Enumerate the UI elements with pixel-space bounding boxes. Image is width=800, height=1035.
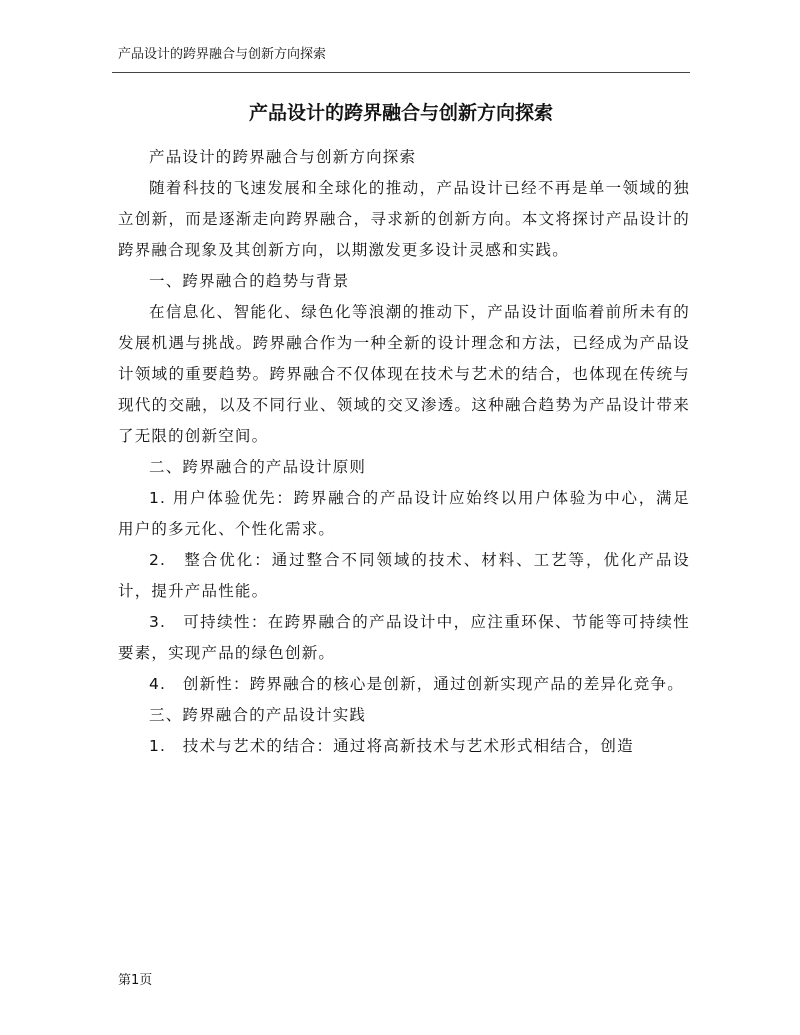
header-divider — [112, 72, 690, 73]
section-heading-2: 二、跨界融合的产品设计原则 — [149, 458, 367, 476]
page-number: 第1页 — [118, 973, 153, 988]
practice-item-1: 1. 技术与艺术的结合：通过将高新技术与艺术形式相结合，创造 — [149, 737, 634, 755]
principle-item-1: 1. 用户体验优先：跨界融合的产品设计应始终以用户体验为中心，满足用户的多元化、个性化需求。 — [118, 489, 690, 538]
subtitle-paragraph: 产品设计的跨界融合与创新方向探索 — [149, 148, 417, 166]
document-title: 产品设计的跨界融合与创新方向探索 — [248, 102, 553, 124]
intro-paragraph: 随着科技的飞速发展和全球化的推动，产品设计已经不再是单一领域的独立创新，而是逐渐走向跨界融合，寻求新的创新方向。本文将探讨产品设计的跨界融合现象及其创新方向，以期激发更多设计灵感和实践。 — [118, 179, 690, 259]
section-heading-3: 三、跨界融合的产品设计实践 — [149, 706, 367, 724]
principle-item-4: 4. 创新性：跨界融合的核心是创新，通过创新实现产品的差异化竞争。 — [149, 675, 684, 693]
principle-item-3: 3. 可持续性：在跨界融合的产品设计中，应注重环保、节能等可持续性要素，实现产品的绿色创新。 — [118, 613, 690, 662]
document-body — [118, 142, 690, 762]
section-heading-1: 一、跨界融合的趋势与背景 — [149, 272, 350, 290]
principle-item-2: 2. 整合优化：通过整合不同领域的技术、材料、工艺等，优化产品设计，提升产品性能。 — [118, 551, 690, 600]
running-header: 产品设计的跨界融合与创新方向探索 — [118, 47, 327, 62]
section-1-paragraph: 在信息化、智能化、绿色化等浪潮的推动下，产品设计面临着前所未有的发展机遇与挑战。跨界融合作为一种全新的设计理念和方法，已经成为产品设计领域的重要趋势。跨界融合不仅体现在技术与艺术的结合，也体现在传统与现代的交融，以及不同行业、领域的交叉渗透。这种融合趋势为产品设计带来了无限的创新空间。 — [118, 303, 690, 445]
